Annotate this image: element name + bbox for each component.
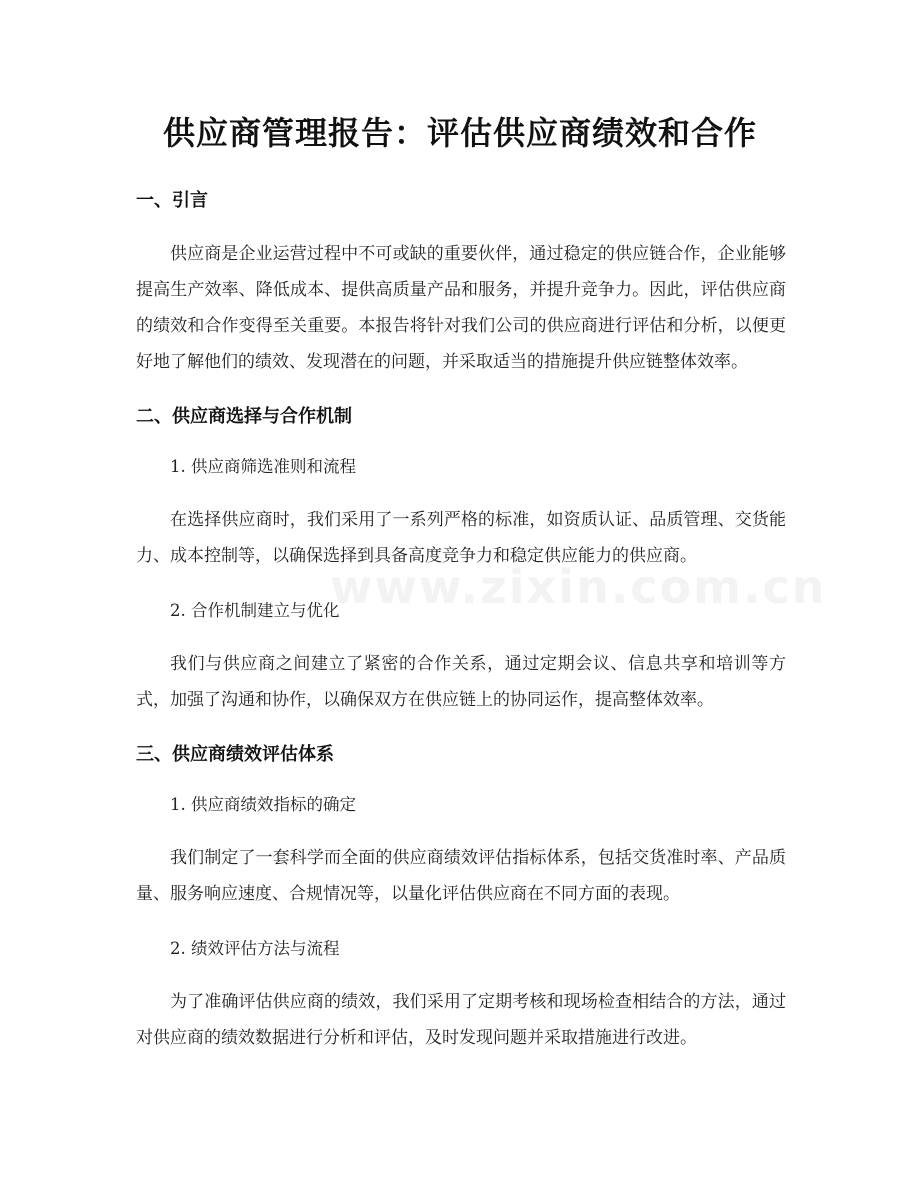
subheading-kpi-definition: 1. 供应商绩效指标的确定 [170,795,356,814]
document-body [136,186,786,1056]
subheading-cooperation-mechanism: 2. 合作机制建立与优化 [170,601,340,620]
watermark: www.zixin.com.cn [330,560,827,614]
section-heading-selection: 二、供应商选择与合作机制 [136,406,352,427]
subheading-evaluation-method: 2. 绩效评估方法与流程 [170,939,340,958]
document-title: 供应商管理报告：评估供应商绩效和合作 [162,114,757,152]
cooperation-mechanism-paragraph: 我们与供应商之间建立了紧密的合作关系，通过定期会议、信息共享和培训等方式，加强了沟通和协作，以确保双方在供应链上的协同运作，提高整体效率。 [136,654,786,710]
intro-paragraph: 供应商是企业运营过程中不可或缺的重要伙伴，通过稳定的供应链合作，企业能够提高生产效率、降低成本、提供高质量产品和服务，并提升竞争力。因此，评估供应商的绩效和合作变得至关重要。本报告将针对我们公司的供应商进行评估和分析，以便更好地了解他们的绩效、发现潜在的问题，并采取适当的措施提升供应链整体效率。 [136,244,786,372]
section-heading-intro: 一、引言 [136,190,208,211]
section-heading-evaluation: 三、供应商绩效评估体系 [136,744,334,765]
selection-criteria-paragraph: 在选择供应商时，我们采用了一系列严格的标准，如资质认证、品质管理、交货能力、成本控制等，以确保选择到具备高度竞争力和稳定供应能力的供应商。 [136,510,786,566]
evaluation-method-paragraph: 为了准确评估供应商的绩效，我们采用了定期考核和现场检查相结合的方法，通过对供应商的绩效数据进行分析和评估，及时发现问题并采取措施进行改进。 [136,992,786,1048]
subheading-selection-criteria: 1. 供应商筛选准则和流程 [170,457,356,476]
kpi-definition-paragraph: 我们制定了一套科学而全面的供应商绩效评估指标体系，包括交货准时率、产品质量、服务响应速度、合规情况等，以量化评估供应商在不同方面的表现。 [136,848,786,904]
